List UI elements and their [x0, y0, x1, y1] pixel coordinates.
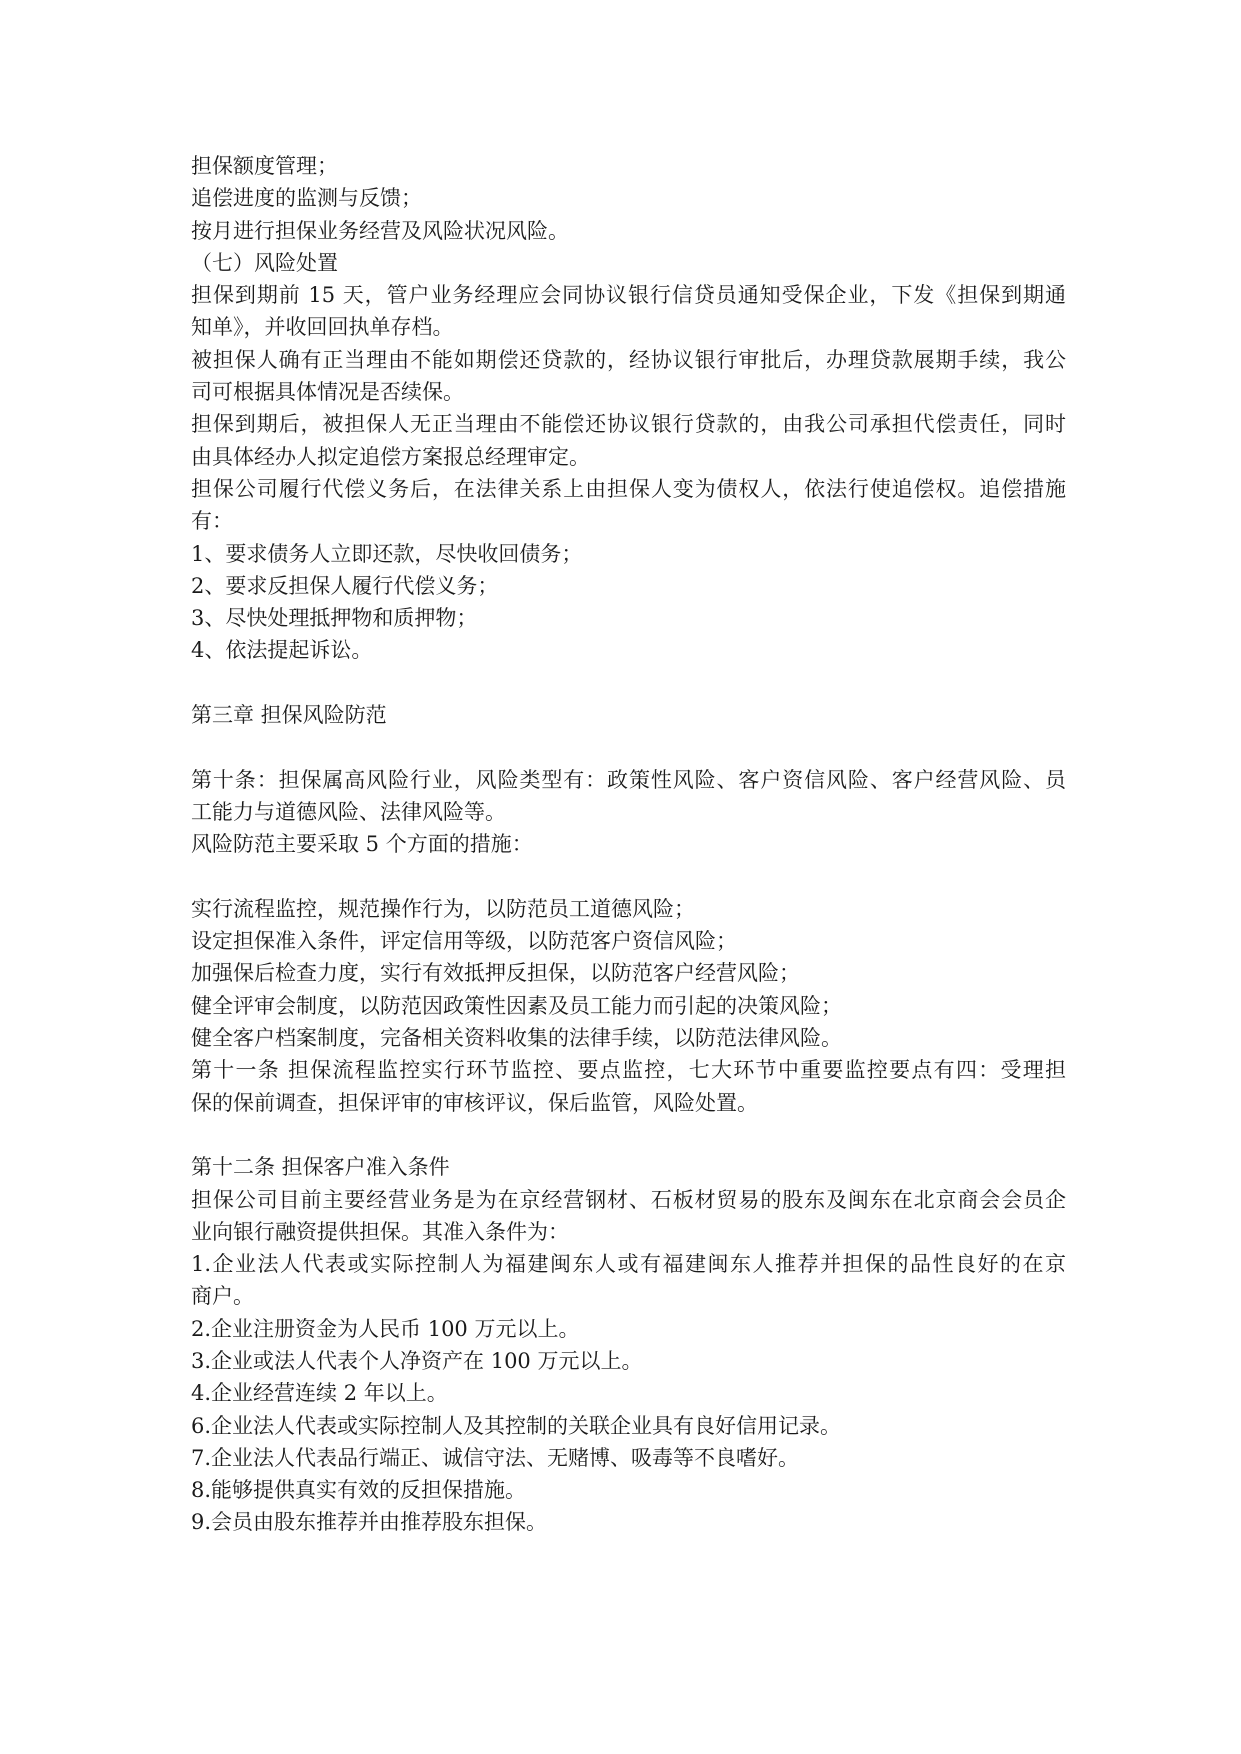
list-item: 加强保后检查力度，实行有效抵押反担保，以防范客户经营风险； — [191, 961, 800, 986]
section-heading: （七）风险处置 — [191, 250, 338, 275]
blank-line — [191, 667, 1066, 699]
blank-line — [191, 731, 1066, 763]
text-line: 业向银行融资提供担保。其准入条件为： — [191, 1219, 569, 1244]
text-line: 第十条：担保属高风险行业，风险类型有：政策性风险、客户资信风险、客户经营风险、员 — [191, 767, 1066, 792]
text-line: 由具体经办人拟定追偿方案报总经理审定。 — [191, 444, 590, 469]
list-item: 2.企业注册资金为人民币 100 万元以上。 — [191, 1316, 580, 1341]
text-line: 按月进行担保业务经营及风险状况风险。 — [191, 218, 569, 243]
text-line: 被担保人确有正当理由不能如期偿还贷款的，经协议银行审批后，办理贷款展期手续，我公 — [191, 347, 1066, 372]
list-item: 2、要求反担保人履行代偿义务； — [191, 573, 499, 598]
list-item: 7.企业法人代表品行端正、诚信守法、无赌博、吸毒等不良嗜好。 — [191, 1445, 800, 1470]
list-item: 1.企业法人代表或实际控制人为福建闽东人或有福建闽东人推荐并担保的品性良好的在京 — [191, 1252, 1066, 1277]
list-item: 健全评审会制度，以防范因政策性因素及员工能力而引起的决策风险； — [191, 993, 842, 1018]
list-item: 4、依法提起诉讼。 — [191, 638, 373, 663]
text-line: 知单》，并收回回执单存档。 — [191, 315, 454, 340]
blank-line — [191, 1119, 1066, 1151]
list-item: 3、尽快处理抵押物和质押物； — [191, 606, 478, 631]
text-line: 保的保前调查，担保评审的审核评议，保后监管，风险处置。 — [191, 1090, 758, 1115]
list-item: 1、要求债务人立即还款，尽快收回债务； — [191, 541, 583, 566]
text-line: 追偿进度的监测与反馈； — [191, 186, 422, 211]
text-line: 风险防范主要采取 5 个方面的措施： — [191, 832, 533, 857]
blank-line — [191, 861, 1066, 893]
text-line: 司可根据具体情况是否续保。 — [191, 380, 464, 405]
text-line: 第十一条 担保流程监控实行环节监控、要点监控，七大环节中重要监控要点有四：受理担 — [191, 1058, 1066, 1083]
list-item: 8.能够提供真实有效的反担保措施。 — [191, 1478, 527, 1503]
text-line: 有： — [191, 509, 233, 534]
text-line: 担保公司目前主要经营业务是为在京经营钢材、石板材贸易的股东及闽东在北京商会会员企 — [191, 1187, 1066, 1212]
document-page — [191, 150, 1066, 1539]
list-item: 3.企业或法人代表个人净资产在 100 万元以上。 — [191, 1348, 643, 1373]
text-line: 担保额度管理； — [191, 154, 338, 178]
article-heading: 第十二条 担保客户准入条件 — [191, 1155, 450, 1180]
list-item: 6.企业法人代表或实际控制人及其控制的关联企业具有良好信用记录。 — [191, 1413, 842, 1438]
chapter-heading: 第三章 担保风险防范 — [191, 703, 387, 728]
text-line: 工能力与道德风险、法律风险等。 — [191, 799, 506, 824]
text-line: 担保到期后，被担保人无正当理由不能偿还协议银行贷款的，由我公司承担代偿责任，同时 — [191, 412, 1066, 437]
list-item: 健全客户档案制度，完备相关资料收集的法律手续，以防范法律风险。 — [191, 1026, 842, 1051]
list-item: 设定担保准入条件，评定信用等级，以防范客户资信风险； — [191, 929, 737, 954]
list-item: 9.会员由股东推荐并由推荐股东担保。 — [191, 1510, 548, 1535]
list-item: 4.企业经营连续 2 年以上。 — [191, 1381, 448, 1406]
text-line: 商户。 — [191, 1284, 254, 1309]
list-item: 实行流程监控，规范操作行为，以防范员工道德风险； — [191, 896, 695, 921]
text-line: 担保到期前 15 天，管户业务经理应会同协议银行信贷员通知受保企业，下发《担保到期通 — [191, 283, 1066, 308]
text-line: 担保公司履行代偿义务后，在法律关系上由担保人变为债权人，依法行使追偿权。追偿措施 — [191, 476, 1066, 501]
